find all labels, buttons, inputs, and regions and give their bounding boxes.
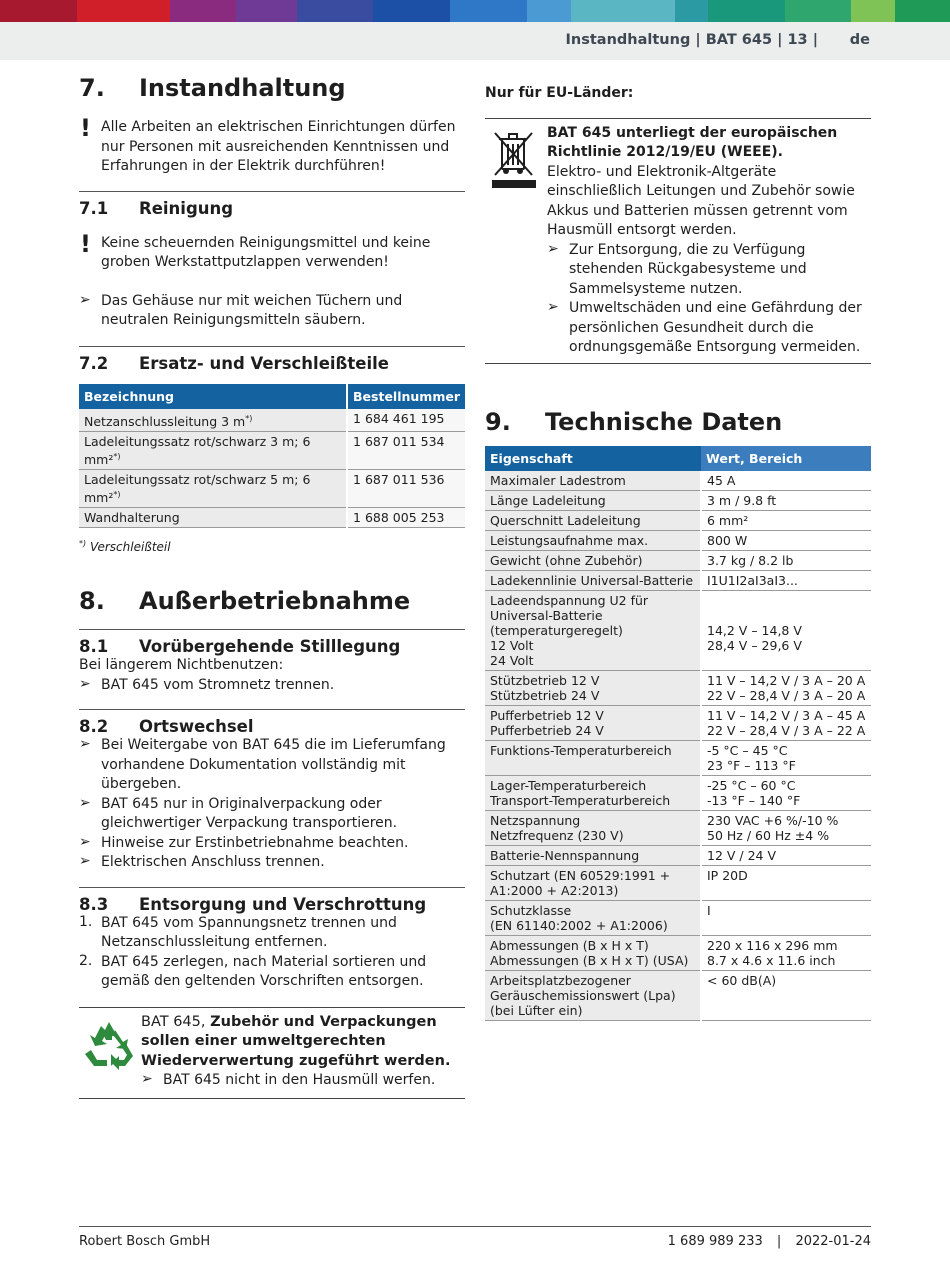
table-header: Eigenschaft [485, 446, 701, 471]
table-cell: Leistungsaufnahme max. [485, 530, 701, 550]
section-9-heading: 9. Technische Daten [485, 407, 783, 436]
table-cell: 800 W [701, 530, 871, 550]
weee-notice [485, 118, 871, 364]
section-7-2-heading: 7.2 Ersatz- und Verschleißteile [79, 346, 465, 373]
brand-color-bar [0, 0, 950, 22]
table-cell: Wandhalterung [79, 507, 347, 527]
color-stripe [571, 0, 675, 22]
footnote-mark: *) [245, 413, 253, 423]
table-row [485, 471, 871, 491]
table-cell: Netzanschlussleitung 3 m*) [79, 409, 347, 432]
color-stripe [527, 0, 571, 22]
table-cell: -25 °C – 60 °C -13 °F – 140 °F [701, 775, 871, 810]
list-item: 1. BAT 645 vom Spannungsnetz trennen und Netzanschlussleitung entfernen. [79, 913, 397, 951]
list-item: ➢ Umweltschäden und eine Gefährdung der persönlichen Gesundheit durch die ordnungsgemäße Entsorgung vermeiden. [547, 299, 862, 355]
color-stripe [708, 0, 785, 22]
weee-text: Elektro- und Elektronik-Altgeräte einschließlich Leitungen und Zubehör sowie Akkus und Batterien müssen getrennt vom Hausmüll entsorgt werden. [547, 163, 855, 238]
table-row [485, 510, 871, 530]
spare-parts-table [79, 384, 465, 528]
exclamation-icon: ! [80, 114, 91, 142]
table-cell: IP 20D [701, 865, 871, 900]
table-cell: 3.7 kg / 8.2 lb [701, 550, 871, 570]
footer-company: Robert Bosch GmbH [79, 1234, 211, 1249]
color-stripe [77, 0, 170, 22]
table-row [485, 970, 871, 1020]
crossed-bin-icon [489, 127, 539, 189]
color-stripe [895, 0, 950, 22]
section-7-heading: 7. Instandhaltung [79, 74, 346, 102]
table-cell: Gewicht (ohne Zubehör) [485, 550, 701, 570]
table-cell: 230 VAC +6 %/-10 % 50 Hz / 60 Hz ±4 % [701, 810, 871, 845]
paragraph: Bei längerem Nichtbenutzen: [79, 657, 284, 674]
arrow-bullet-icon: ➢ [79, 736, 91, 753]
table-cell: I [701, 900, 871, 935]
list-item: ➢ Das Gehäuse nur mit weichen Tüchern und neutralen Reinigungsmitteln säubern. [79, 291, 403, 328]
section-8-1-heading: 8.1 Vorübergehende Stilllegung [79, 629, 465, 656]
footnote-mark: *) [113, 451, 121, 461]
recycling-text: BAT 645, Zubehör und Verpackungen sollen einer umweltgerechten Wiederverwertung zugeführt werden. [141, 1013, 451, 1069]
table-cell: Stützbetrieb 12 V Stützbetrieb 24 V [485, 670, 701, 705]
table-cell: Pufferbetrieb 12 V Pufferbetrieb 24 V [485, 705, 701, 740]
table-cell: Länge Ladeleitung [485, 490, 701, 510]
table-cell: Schutzart (EN 60529:1991 + A1:2000 + A2:2013) [485, 865, 701, 900]
right-column [485, 72, 871, 1021]
table-row [79, 431, 465, 469]
table-cell: Funktions-Temperaturbereich [485, 740, 701, 775]
arrow-bullet-icon: ➢ [141, 1071, 153, 1088]
exclamation-icon: ! [80, 229, 91, 258]
arrow-bullet-icon: ➢ [79, 794, 91, 811]
table-cell: Schutzklasse (EN 61140:2002 + A1:2006) [485, 900, 701, 935]
table-cell: 3 m / 9.8 ft [701, 490, 871, 510]
weee-bold-text: BAT 645 unterliegt der europäischen Richtlinie 2012/19/EU (WEEE). [547, 124, 838, 160]
table-header: Bestellnummer [347, 384, 465, 409]
table-cell: Querschnitt Ladeleitung [485, 510, 701, 530]
table-row [485, 865, 871, 900]
footer-doc-info: 1 689 989 233 | 2022-01-24 [667, 1234, 871, 1249]
arrow-bullet-icon: ➢ [79, 675, 91, 692]
table-row [485, 845, 871, 865]
table-row [485, 490, 871, 510]
table-header: Bezeichnung [79, 384, 347, 409]
table-cell: Ladeendspannung U2 für Universal-Batterie (temperaturgeregelt) 12 Volt 24 Volt [485, 590, 701, 670]
section-8-heading: 8. Außerbetriebnahme [79, 587, 411, 616]
table-header: Wert, Bereich [701, 446, 871, 471]
eu-heading: Nur für EU-Länder: [485, 85, 634, 101]
weee-list [547, 241, 871, 358]
table-cell: 1 687 011 534 [347, 431, 465, 469]
table-row [485, 570, 871, 590]
table-row [485, 705, 871, 740]
table-cell: 1 688 005 253 [347, 507, 465, 527]
list-item: ➢ Elektrischen Anschluss trennen. [79, 853, 325, 871]
table-cell: Ladeleitungssatz rot/schwarz 3 m; 6 mm²*) [79, 431, 347, 469]
footnote: *) Verschleißteil [79, 538, 171, 554]
table-row [485, 550, 871, 570]
arrow-bullet-icon: ➢ [79, 853, 91, 870]
table-cell: 220 x 116 x 296 mm 8.7 x 4.6 x 11.6 inch [701, 935, 871, 970]
header-language: de [849, 32, 870, 48]
table-row [485, 900, 871, 935]
technical-data-table [485, 446, 871, 1021]
list-item: ➢ Hinweise zur Erstinbetriebnahme beachten. [79, 833, 409, 851]
table-row [79, 469, 465, 507]
color-stripe [675, 0, 708, 22]
footnote-mark: *) [113, 489, 121, 499]
table-row [485, 740, 871, 775]
list-item: ➢ BAT 645 nur in Originalverpackung oder gleichwertiger Verpackung transportieren. [79, 794, 398, 832]
color-stripe [297, 0, 374, 22]
list-item: ➢ Zur Entsorgung, die zu Verfügung stehenden Rückgabesysteme und Sammelsysteme nutzen. [547, 240, 807, 297]
arrow-bullet-icon: ➢ [547, 240, 559, 257]
list-item: ➢ BAT 645 nicht in den Hausmüll werfen. [141, 1071, 436, 1089]
section-8-3-heading: 8.3 Entsorgung und Verschrottung [79, 887, 465, 914]
table-cell: 12 V / 24 V [701, 845, 871, 865]
table-row [485, 775, 871, 810]
table-cell: Batterie-Nennspannung [485, 845, 701, 865]
table-cell: Abmessungen (B x H x T) Abmessungen (B x H x T) (USA) [485, 935, 701, 970]
table-cell: 11 V – 14,2 V / 3 A – 20 A 22 V – 28,4 V / 3 A – 20 A [701, 670, 871, 705]
color-stripe [851, 0, 895, 22]
warning-notice: ! Alle Arbeiten an elektrischen Einrichtungen dürfen nur Personen mit ausreichenden Kenntnissen und Erfahrungen in der Elektrik durchführen! [80, 114, 456, 174]
color-stripe [0, 0, 77, 22]
relocation-list [79, 736, 465, 873]
table-cell: 45 A [701, 471, 871, 491]
header-title: Instandhaltung | BAT 645 | 13 | [565, 32, 818, 48]
footer-rule [79, 1226, 871, 1227]
recycling-notice [79, 1007, 465, 1099]
table-cell: Netzspannung Netzfrequenz (230 V) [485, 810, 701, 845]
color-stripe [373, 0, 450, 22]
table-cell: 1 687 011 536 [347, 469, 465, 507]
list-item: 2. BAT 645 zerlegen, nach Material sortieren und gemäß den geltenden Vorschriften entsorgen. [79, 952, 427, 990]
table-cell: I1U1I2aI3aI3... [701, 570, 871, 590]
table-row [485, 935, 871, 970]
table-row [79, 507, 465, 527]
table-row [485, 590, 871, 670]
color-stripe [236, 0, 296, 22]
page-header [0, 22, 950, 60]
table-cell: -5 °C – 45 °C 23 °F – 113 °F [701, 740, 871, 775]
table-row [485, 810, 871, 845]
table-cell: 6 mm² [701, 510, 871, 530]
disposal-list [79, 914, 465, 992]
section-7-1-heading: 7.1 Reinigung [79, 191, 465, 218]
table-cell: 1 684 461 195 [347, 409, 465, 432]
list-item: ➢ Bei Weitergabe von BAT 645 die im Lieferumfang vorhandene Dokumentation vollständig mit übergeben. [79, 736, 446, 793]
section-8-2-heading: 8.2 Ortswechsel [79, 709, 465, 736]
table-row [485, 670, 871, 705]
table-cell: < 60 dB(A) [701, 970, 871, 1020]
table-cell: Ladekennlinie Universal-Batterie [485, 570, 701, 590]
table-cell: 14,2 V – 14,8 V 28,4 V – 29,6 V [701, 590, 871, 670]
color-stripe [450, 0, 527, 22]
table-cell: Lager-Temperaturbereich Transport-Temperaturbereich [485, 775, 701, 810]
left-column [79, 72, 465, 1099]
arrow-bullet-icon: ➢ [79, 833, 91, 850]
color-stripe [170, 0, 236, 22]
table-cell: Maximaler Ladestrom [485, 471, 701, 491]
arrow-bullet-icon: ➢ [547, 299, 559, 315]
color-stripe [785, 0, 851, 22]
list-item: ➢ BAT 645 vom Stromnetz trennen. [79, 675, 335, 693]
warning-notice: ! Keine scheuernden Reinigungsmittel und keine groben Werkstattputzlappen verwenden! [80, 229, 431, 270]
table-cell: 11 V – 14,2 V / 3 A – 45 A 22 V – 28,4 V / 3 A – 22 A [701, 705, 871, 740]
table-cell: Arbeitsplatzbezogener Geräuschemissionswert (Lpa) (bei Lüfter ein) [485, 970, 701, 1020]
recycling-icon [81, 1018, 137, 1074]
table-row [485, 530, 871, 550]
arrow-bullet-icon: ➢ [79, 291, 91, 308]
table-row [79, 409, 465, 432]
table-cell: Ladeleitungssatz rot/schwarz 5 m; 6 mm²*) [79, 469, 347, 507]
